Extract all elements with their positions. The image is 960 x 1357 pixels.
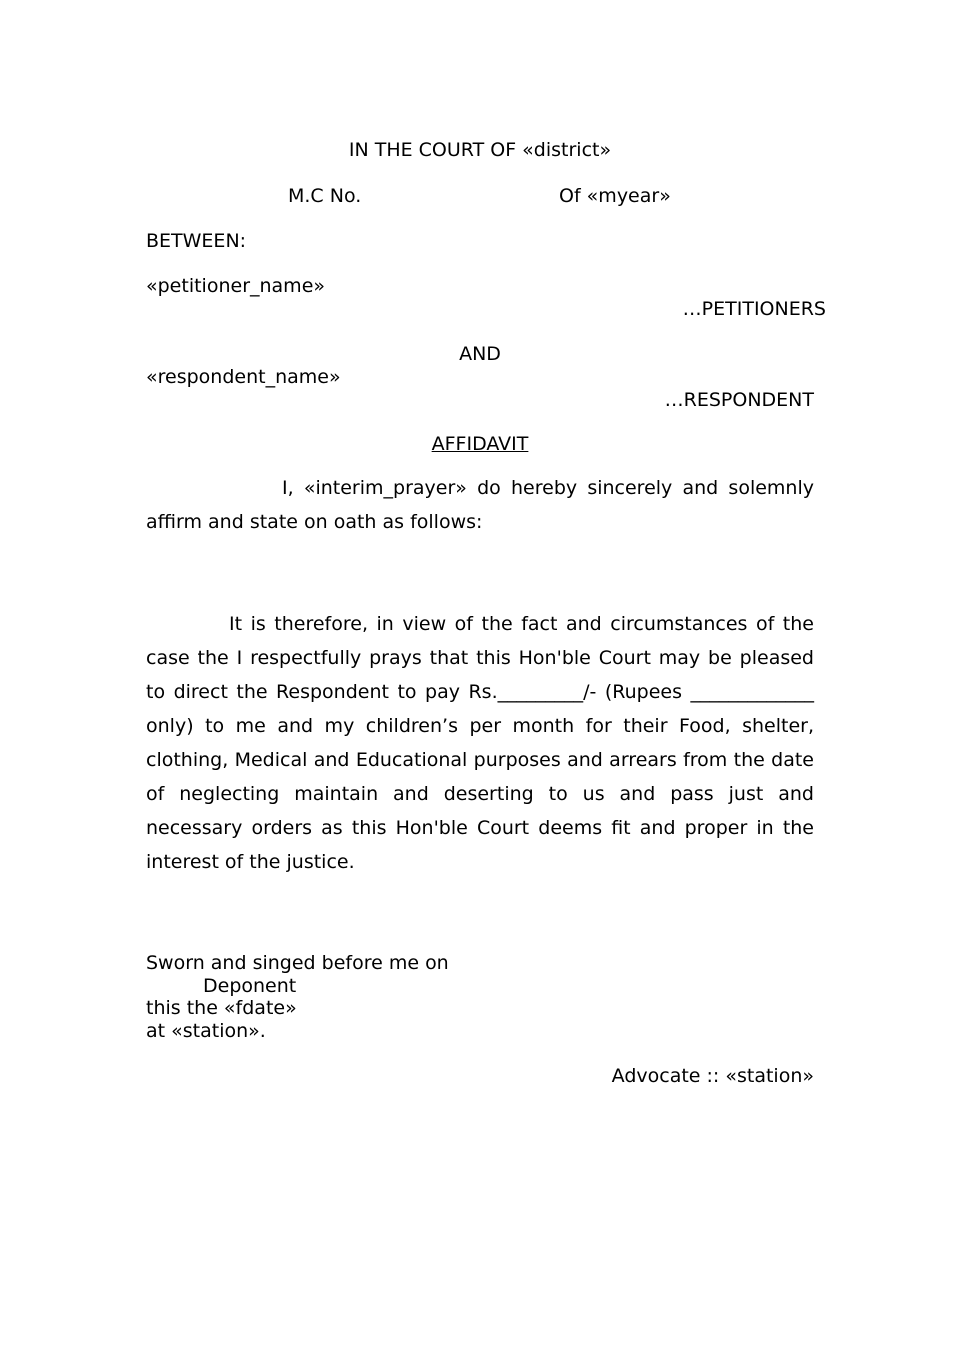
petitioners-label: …PETITIONERS bbox=[682, 298, 826, 320]
sworn-station-line: at «station». bbox=[146, 1020, 266, 1042]
prayer-paragraph: It is therefore, in view of the fact and circumstances of the case the I respectfully prays that this Hon'ble Court may be pleased to direct the Respondent to pay Rs._________/- (Rupees _____________ only) to me and my children’s per month for their Food, shelter, clothing, Medical and Educational purposes and arrears from the date of neglecting maintain and deserting to us and pass just and necessary orders as this Hon'ble Court deems fit and proper in the interest of the justice. bbox=[146, 613, 814, 873]
deponent-label: Deponent bbox=[203, 975, 297, 997]
court-title: IN THE COURT OF «district» bbox=[348, 139, 612, 161]
advocate-line: Advocate :: «station» bbox=[611, 1065, 814, 1087]
sworn-date-line: this the «fdate» bbox=[146, 997, 297, 1019]
intro-paragraph: I, «interim_prayer» do hereby sincerely and solemnly affirm and state on oath as follows: bbox=[146, 477, 814, 533]
and-label: AND bbox=[459, 343, 501, 365]
case-year: Of «myear» bbox=[559, 185, 671, 207]
affidavit-title: AFFIDAVIT bbox=[431, 433, 529, 455]
between-label: BETWEEN: bbox=[146, 230, 247, 252]
affidavit-title-wrap bbox=[0, 432, 960, 456]
sworn-line: Sworn and singed before me on bbox=[146, 952, 449, 974]
mc-number-label: M.C No. bbox=[288, 185, 362, 207]
respondent-label: …RESPONDENT bbox=[664, 389, 814, 411]
petitioner-name: «petitioner_name» bbox=[146, 275, 326, 297]
respondent-name: «respondent_name» bbox=[146, 366, 341, 388]
